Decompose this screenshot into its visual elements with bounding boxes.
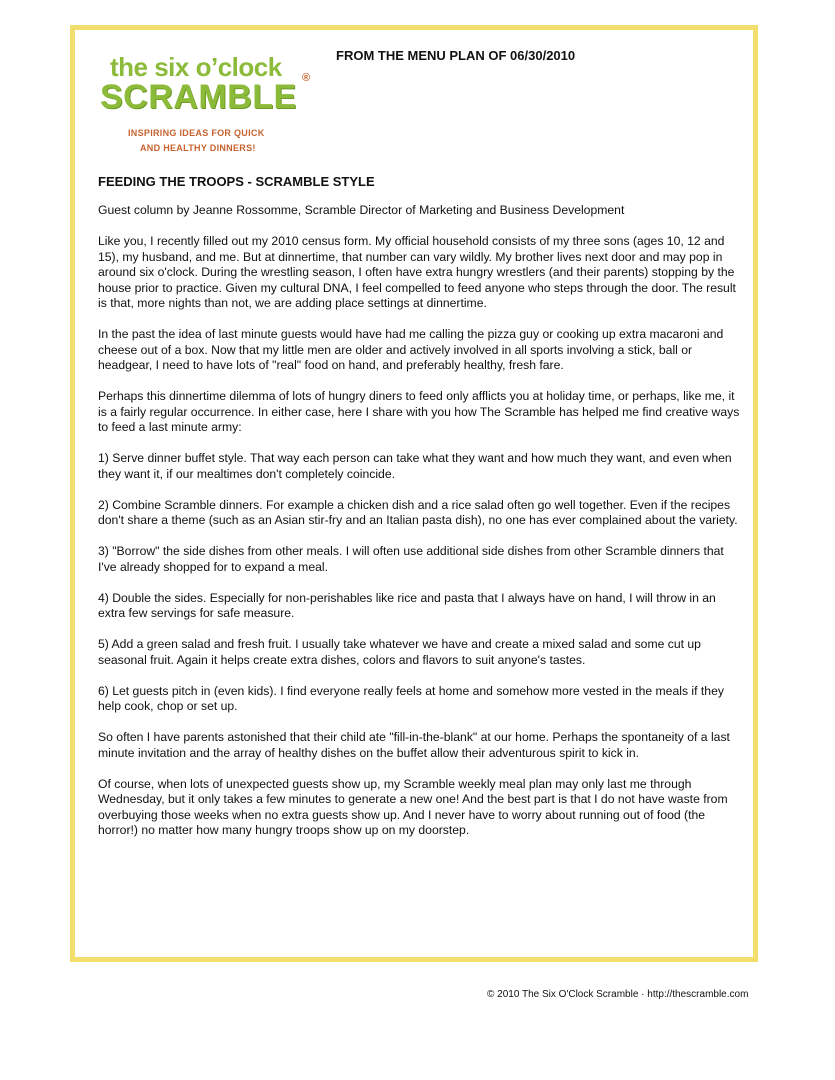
logo-line2: SCRAMBLE [100,78,297,116]
menu-plan-date-heading: FROM THE MENU PLAN OF 06/30/2010 [336,48,576,63]
logo-tagline-line1: INSPIRING IDEAS FOR QUICK [128,128,265,138]
logo-line1: the six o’clock [110,52,282,82]
registered-mark: ® [302,72,311,84]
tip-paragraph: 6) Let guests pitch in (even kids). I find everyone really feels at home and somehow more vested in the meals if they help cook, chop or set up. [98,683,724,713]
tip-paragraph: 3) "Borrow" the side dishes from other meals. I will often use additional side dishes from other Scramble dinners that I've already shopped for to expand a meal. [98,544,724,574]
article-paragraph: In the past the idea of last minute guests would have had me calling the pizza guy or cooking up extra macaroni and cheese out of a box. Now that my little men are older and actively involved in all sports involving a stick, ball or headgear, I need to have lots of "real" food on hand, and preferably healthy, fresh fare. [98,327,724,372]
article-title: FEEDING THE TROOPS - SCRAMBLE STYLE [98,174,375,189]
article-byline: Guest column by Jeanne Rossomme, Scramble Director of Marketing and Business Development [98,203,625,217]
tip-paragraph: 4) Double the sides. Especially for non-perishables like rice and pasta that I always have on hand, I will throw in an extra few servings for safe measure. [98,590,716,620]
tip-paragraph: 1) Serve dinner buffet style. That way each person can take what they want and how much they want, and even when they want it, if our mealtimes don't completely coincide. [98,451,732,481]
logo-tagline-line2: AND HEALTHY DINNERS! [140,143,256,153]
scramble-logo[interactable] [100,52,330,157]
article-paragraph: Perhaps this dinnertime dilemma of lots of hungry diners to feed only afflicts you at holiday time, or perhaps, like me, it is a fairly regular occurrence. In either case, here I share with you how The Scramble has helped me find creative ways to feed a last minute army: [98,389,740,434]
tip-paragraph: 2) Combine Scramble dinners. For example a chicken dish and a rice salad often go well together. Even if the recipes don't share a theme (such as an Asian stir-fry and an Italian pasta dish), no one has ever complained about the variety. [98,497,738,527]
article-paragraph: Like you, I recently filled out my 2010 census form. My official household consists of my three sons (ages 10, 12 and 15), my husband, and me. But at dinnertime, that number can vary wildly. My brother lives next door and may pop in around six o'clock. During the wrestling season, I often have extra hungry wrestlers (and their parents) stopping by the house prior to practice. Given my cultural DNA, I feel compelled to feed anyone who steps through the door. The result is that, more nights than not, we are adding place settings at dinnertime. [98,234,736,310]
copyright-footer: © 2010 The Six O'Clock Scramble · http://thescramble.com [487,989,749,1000]
article-paragraph: So often I have parents astonished that their child ate "fill-in-the-blank" at our home. Perhaps the spontaneity of a last minute invitation and the array of healthy dishes on the buffet allow their adventurous spirit to kick in. [98,730,730,760]
tip-paragraph: 5) Add a green salad and fresh fruit. I usually take whatever we have and create a mixed salad and some cut up seasonal fruit. Again it helps create extra dishes, colors and flavors to suit anyone's tastes. [98,637,701,667]
article-body [98,203,743,854]
article-paragraph: Of course, when lots of unexpected guests show up, my Scramble weekly meal plan may only last me through Wednesday, but it only takes a few minutes to generate a new one! And the best part is that I do not have waste from overbuying those weeks when no extra guests show up. And I never have to worry about running out of food (the horror!) no matter how many hungry troops show up on my doorstep. [98,776,728,837]
